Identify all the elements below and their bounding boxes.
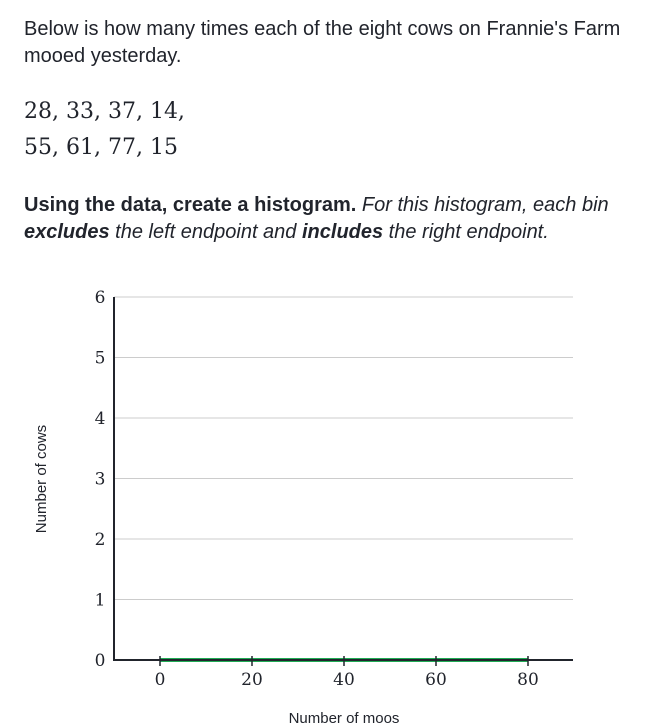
instructions-text: the right endpoint. bbox=[383, 221, 549, 243]
histogram-graph[interactable] bbox=[0, 280, 645, 723]
data-line: 55, 61, 77, 15 bbox=[24, 135, 178, 160]
histogram-svg[interactable] bbox=[0, 280, 645, 723]
axes bbox=[114, 297, 573, 666]
data-line: 28, 33, 37, 14, bbox=[24, 99, 185, 124]
x-tick-label: 40 bbox=[333, 670, 355, 690]
y-tick-label: 5 bbox=[94, 348, 106, 369]
data-values bbox=[24, 94, 624, 166]
instructions bbox=[24, 192, 624, 246]
y-tick-label: 0 bbox=[94, 651, 106, 671]
y-tick-label: 6 bbox=[94, 288, 106, 308]
instructions-lead: Using the data, create a histogram. bbox=[24, 194, 357, 216]
instructions-emphasis: includes bbox=[301, 221, 384, 243]
grid-lines bbox=[114, 297, 573, 600]
problem-intro: Below is how many times each of the eight cows on Frannie's Farm mooed yesterday. bbox=[24, 18, 621, 67]
y-tick-label: 4 bbox=[94, 409, 106, 429]
x-tick-label: 60 bbox=[425, 670, 447, 690]
x-axis-title: Number of moos bbox=[288, 710, 400, 723]
tick-labels bbox=[95, 288, 539, 690]
x-tick-label: 20 bbox=[241, 670, 263, 690]
y-axis-title: Number of cows bbox=[33, 424, 50, 534]
y-tick-label: 2 bbox=[94, 530, 106, 550]
x-tick-label: 0 bbox=[154, 670, 166, 690]
y-tick-label: 1 bbox=[94, 590, 106, 611]
problem-statement bbox=[24, 16, 624, 246]
instructions-text: For this histogram, each bin bbox=[356, 194, 609, 216]
instructions-text: the left endpoint and bbox=[109, 221, 302, 243]
x-tick-label: 80 bbox=[517, 670, 539, 690]
instructions-emphasis: excludes bbox=[24, 221, 110, 243]
y-tick-label: 3 bbox=[94, 469, 106, 490]
